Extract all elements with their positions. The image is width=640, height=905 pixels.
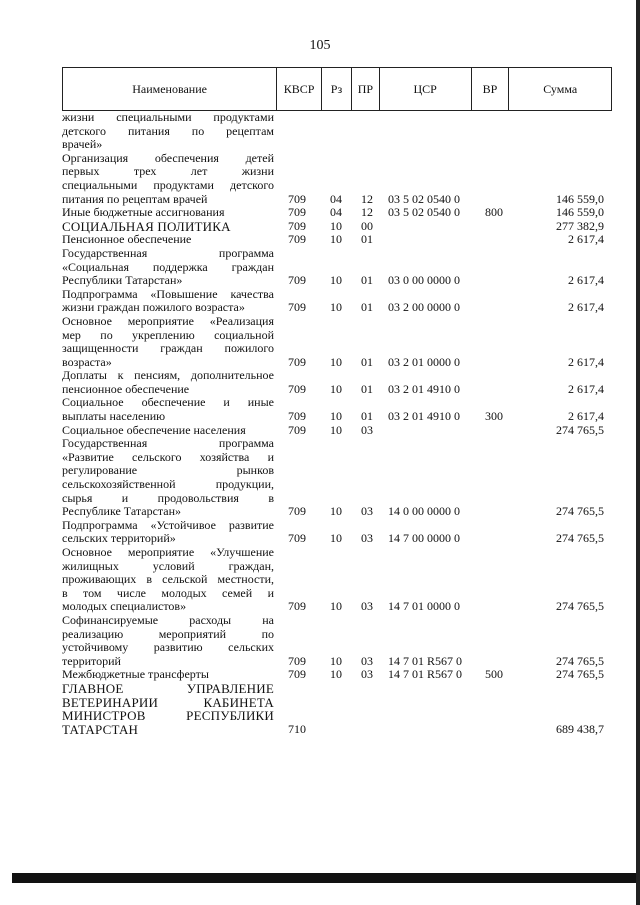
table-row xyxy=(62,396,612,423)
row-sum: 146 559,0 xyxy=(556,205,604,220)
row-rz: 10 xyxy=(330,531,342,546)
table-row xyxy=(62,233,612,247)
row-sum: 2 617,4 xyxy=(568,300,604,315)
row-name xyxy=(62,111,274,152)
row-rz: 10 xyxy=(330,381,342,396)
table-row xyxy=(62,315,612,369)
row-rz: 04 xyxy=(330,205,342,220)
row-name xyxy=(62,288,274,315)
page-number: 105 xyxy=(309,38,331,53)
row-sum: 2 617,4 xyxy=(568,273,604,288)
row-sum: 274 765,5 xyxy=(556,599,604,614)
row-pr: 12 xyxy=(361,191,373,206)
row-csr: 03 0 00 0000 0 xyxy=(388,273,460,288)
row-name xyxy=(62,546,274,614)
header-csr: ЦСР xyxy=(380,68,472,110)
row-name-line: Основное мероприятие «Улучшение xyxy=(62,545,274,559)
row-csr: 03 2 01 4910 0 xyxy=(388,381,460,396)
row-name-line: устойчивому развитию сельских xyxy=(62,640,274,655)
row-csr: 14 7 01 R567 0 xyxy=(388,653,463,668)
row-name-line: Государственная программа xyxy=(62,245,274,260)
row-name-line: в том числе молодых семей и xyxy=(62,585,274,600)
row-vr: 300 xyxy=(485,409,503,424)
row-name-line: Организация обеспечения детей xyxy=(62,150,274,165)
row-name-line: Пенсионное обеспечение xyxy=(62,232,192,247)
row-sum: 689 438,7 xyxy=(556,721,604,736)
row-pr: 03 xyxy=(361,599,373,614)
row-pr: 01 xyxy=(361,273,373,288)
row-name xyxy=(62,437,274,519)
table-row xyxy=(62,220,612,234)
row-kvsr: 709 xyxy=(288,205,306,220)
row-sum: 274 765,5 xyxy=(556,667,604,682)
row-pr: 01 xyxy=(361,232,373,247)
row-sum: 274 765,5 xyxy=(556,422,604,437)
row-vr: 500 xyxy=(485,667,503,682)
row-sum: 277 382,9 xyxy=(556,218,604,233)
row-kvsr: 709 xyxy=(288,381,306,396)
row-name-line: жизни специальными продуктами xyxy=(62,110,274,124)
row-name-line: Социальное обеспечение населения xyxy=(62,422,246,437)
header-name: Наименование xyxy=(63,68,277,110)
row-rz: 10 xyxy=(330,504,342,519)
row-pr: 01 xyxy=(361,300,373,315)
row-name-line: врачей» xyxy=(62,137,103,152)
row-name-line: выплаты населению xyxy=(62,409,166,424)
row-rz: 10 xyxy=(330,422,342,437)
row-csr: 14 7 01 0000 0 xyxy=(388,599,460,614)
row-vr: 800 xyxy=(485,205,503,220)
row-kvsr: 710 xyxy=(288,721,306,736)
header-sum: Сумма xyxy=(543,81,578,96)
row-name xyxy=(62,152,274,206)
row-rz: 10 xyxy=(330,218,342,233)
row-rz: 10 xyxy=(330,599,342,614)
row-name-line: «Развитие сельского хозяйства и xyxy=(62,449,274,464)
row-rz: 10 xyxy=(330,667,342,682)
row-name xyxy=(62,233,274,247)
row-name-line: Государственная программа xyxy=(62,436,274,451)
row-pr: 03 xyxy=(361,531,373,546)
table-row xyxy=(62,614,612,668)
row-csr: 03 5 02 0540 0 xyxy=(388,205,460,220)
row-sum: 146 559,0 xyxy=(556,191,604,206)
row-name-line: питания по рецептам врачей xyxy=(62,191,208,206)
row-name xyxy=(62,614,274,668)
row-name-line: сельскохозяйственной продукции, xyxy=(62,477,274,492)
row-csr: 14 0 00 0000 0 xyxy=(388,504,460,519)
row-name-line: пенсионное обеспечение xyxy=(62,381,190,396)
row-name-line: защищенности граждан пожилого xyxy=(62,341,274,356)
row-kvsr: 709 xyxy=(288,653,306,668)
row-name xyxy=(62,668,274,682)
row-sum: 2 617,4 xyxy=(568,232,604,247)
table-header xyxy=(62,67,612,111)
row-rz: 10 xyxy=(330,300,342,315)
table-row xyxy=(62,437,612,519)
table-row xyxy=(62,682,612,736)
row-csr: 03 2 01 0000 0 xyxy=(388,354,460,369)
row-name-line: молодых специалистов» xyxy=(62,599,187,614)
row-name-line: проживающих в сельской местности, xyxy=(62,572,274,587)
row-name-line: первых трех лет жизни xyxy=(62,164,274,179)
row-name-line: МИНИСТРОВ РЕСПУБЛИКИ xyxy=(62,708,274,724)
row-name-line: Иные бюджетные ассигнования xyxy=(62,205,225,220)
row-name-line: регулирование рынков xyxy=(62,463,274,478)
row-name-line: Основное мероприятие «Реализация xyxy=(62,313,274,328)
row-name-line: жизни граждан пожилого возраста» xyxy=(62,300,245,315)
table-row xyxy=(62,152,612,206)
row-pr: 01 xyxy=(361,354,373,369)
row-kvsr: 709 xyxy=(288,300,306,315)
row-name-line: Социальное обеспечение и иные xyxy=(62,395,274,410)
row-rz: 10 xyxy=(330,653,342,668)
row-name xyxy=(62,206,274,220)
row-name-line: ТАТАРСТАН xyxy=(62,721,139,737)
table-row xyxy=(62,519,612,546)
row-pr: 01 xyxy=(361,381,373,396)
budget-table-body xyxy=(62,111,612,736)
row-name-line: детского питания по рецептам xyxy=(62,123,274,138)
row-kvsr: 709 xyxy=(288,273,306,288)
row-name xyxy=(62,315,274,369)
header-pr: ПР xyxy=(352,68,380,110)
row-kvsr: 709 xyxy=(288,422,306,437)
row-name-line: территорий xyxy=(62,653,121,668)
row-name xyxy=(62,220,274,234)
row-name xyxy=(62,424,274,438)
row-name-line: ВЕТЕРИНАРИИ КАБИНЕТА xyxy=(62,694,274,710)
row-csr: 03 2 00 0000 0 xyxy=(388,300,460,315)
scan-border-right xyxy=(636,0,640,905)
row-name-line: жилищных условий граждан, xyxy=(62,558,274,573)
row-csr: 03 5 02 0540 0 xyxy=(388,191,460,206)
row-name-line: ГЛАВНОЕ УПРАВЛЕНИЕ xyxy=(62,680,274,696)
row-rz: 10 xyxy=(330,409,342,424)
row-name-line: сырья и продовольствия в xyxy=(62,490,274,505)
row-csr: 14 7 00 0000 0 xyxy=(388,531,460,546)
row-csr: 03 2 01 4910 0 xyxy=(388,409,460,424)
header-kvsr: КВСР xyxy=(277,68,322,110)
table-row xyxy=(62,111,612,152)
row-pr: 12 xyxy=(361,205,373,220)
row-name xyxy=(62,682,274,736)
row-name xyxy=(62,247,274,288)
row-name-line: Республики Татарстан» xyxy=(62,273,183,288)
row-name-line: Республике Татарстан» xyxy=(62,504,182,519)
row-kvsr: 709 xyxy=(288,531,306,546)
row-name-line: Подпрограмма «Повышение качества xyxy=(62,286,274,301)
row-rz: 10 xyxy=(330,354,342,369)
row-name xyxy=(62,369,274,396)
row-name-line: «Социальная поддержка граждан xyxy=(62,259,274,274)
row-kvsr: 709 xyxy=(288,504,306,519)
row-pr: 03 xyxy=(361,422,373,437)
row-name-line: Подпрограмма «Устойчивое развитие xyxy=(62,517,274,532)
header-rz: Рз xyxy=(322,68,352,110)
table-row xyxy=(62,369,612,396)
row-name-line: СОЦИАЛЬНАЯ ПОЛИТИКА xyxy=(62,218,231,234)
row-pr: 03 xyxy=(361,667,373,682)
row-kvsr: 709 xyxy=(288,599,306,614)
table-row xyxy=(62,424,612,438)
row-pr: 00 xyxy=(361,218,373,233)
row-kvsr: 709 xyxy=(288,218,306,233)
row-rz: 10 xyxy=(330,232,342,247)
scan-border-bottom xyxy=(12,873,640,883)
row-kvsr: 709 xyxy=(288,667,306,682)
table-row xyxy=(62,546,612,614)
row-pr: 01 xyxy=(361,409,373,424)
row-sum: 2 617,4 xyxy=(568,381,604,396)
row-rz: 04 xyxy=(330,191,342,206)
row-name-line: сельских территорий» xyxy=(62,531,176,546)
row-sum: 274 765,5 xyxy=(556,653,604,668)
row-name-line: возраста» xyxy=(62,354,112,369)
row-sum: 2 617,4 xyxy=(568,409,604,424)
row-rz: 10 xyxy=(330,273,342,288)
row-name-line: мер по укреплению социальной xyxy=(62,327,274,342)
row-name-line: Софинансируемые расходы на xyxy=(62,612,274,627)
table-row xyxy=(62,247,612,288)
table-row xyxy=(62,288,612,315)
row-sum: 2 617,4 xyxy=(568,354,604,369)
row-name-line: Межбюджетные трансферты xyxy=(62,667,209,682)
table-row xyxy=(62,668,612,682)
row-kvsr: 709 xyxy=(288,232,306,247)
row-csr: 14 7 01 R567 0 xyxy=(388,667,463,682)
row-name xyxy=(62,519,274,546)
row-name-line: реализацию мероприятий по xyxy=(62,626,274,641)
row-sum: 274 765,5 xyxy=(556,531,604,546)
row-sum: 274 765,5 xyxy=(556,504,604,519)
row-kvsr: 709 xyxy=(288,354,306,369)
row-kvsr: 709 xyxy=(288,191,306,206)
table-row xyxy=(62,206,612,220)
row-pr: 03 xyxy=(361,653,373,668)
row-name-line: Доплаты к пенсиям, дополнительное xyxy=(62,368,274,383)
row-name xyxy=(62,396,274,423)
row-kvsr: 709 xyxy=(288,409,306,424)
header-vr: ВР xyxy=(472,68,510,110)
row-name-line: специальными продуктами детского xyxy=(62,177,274,192)
row-pr: 03 xyxy=(361,504,373,519)
